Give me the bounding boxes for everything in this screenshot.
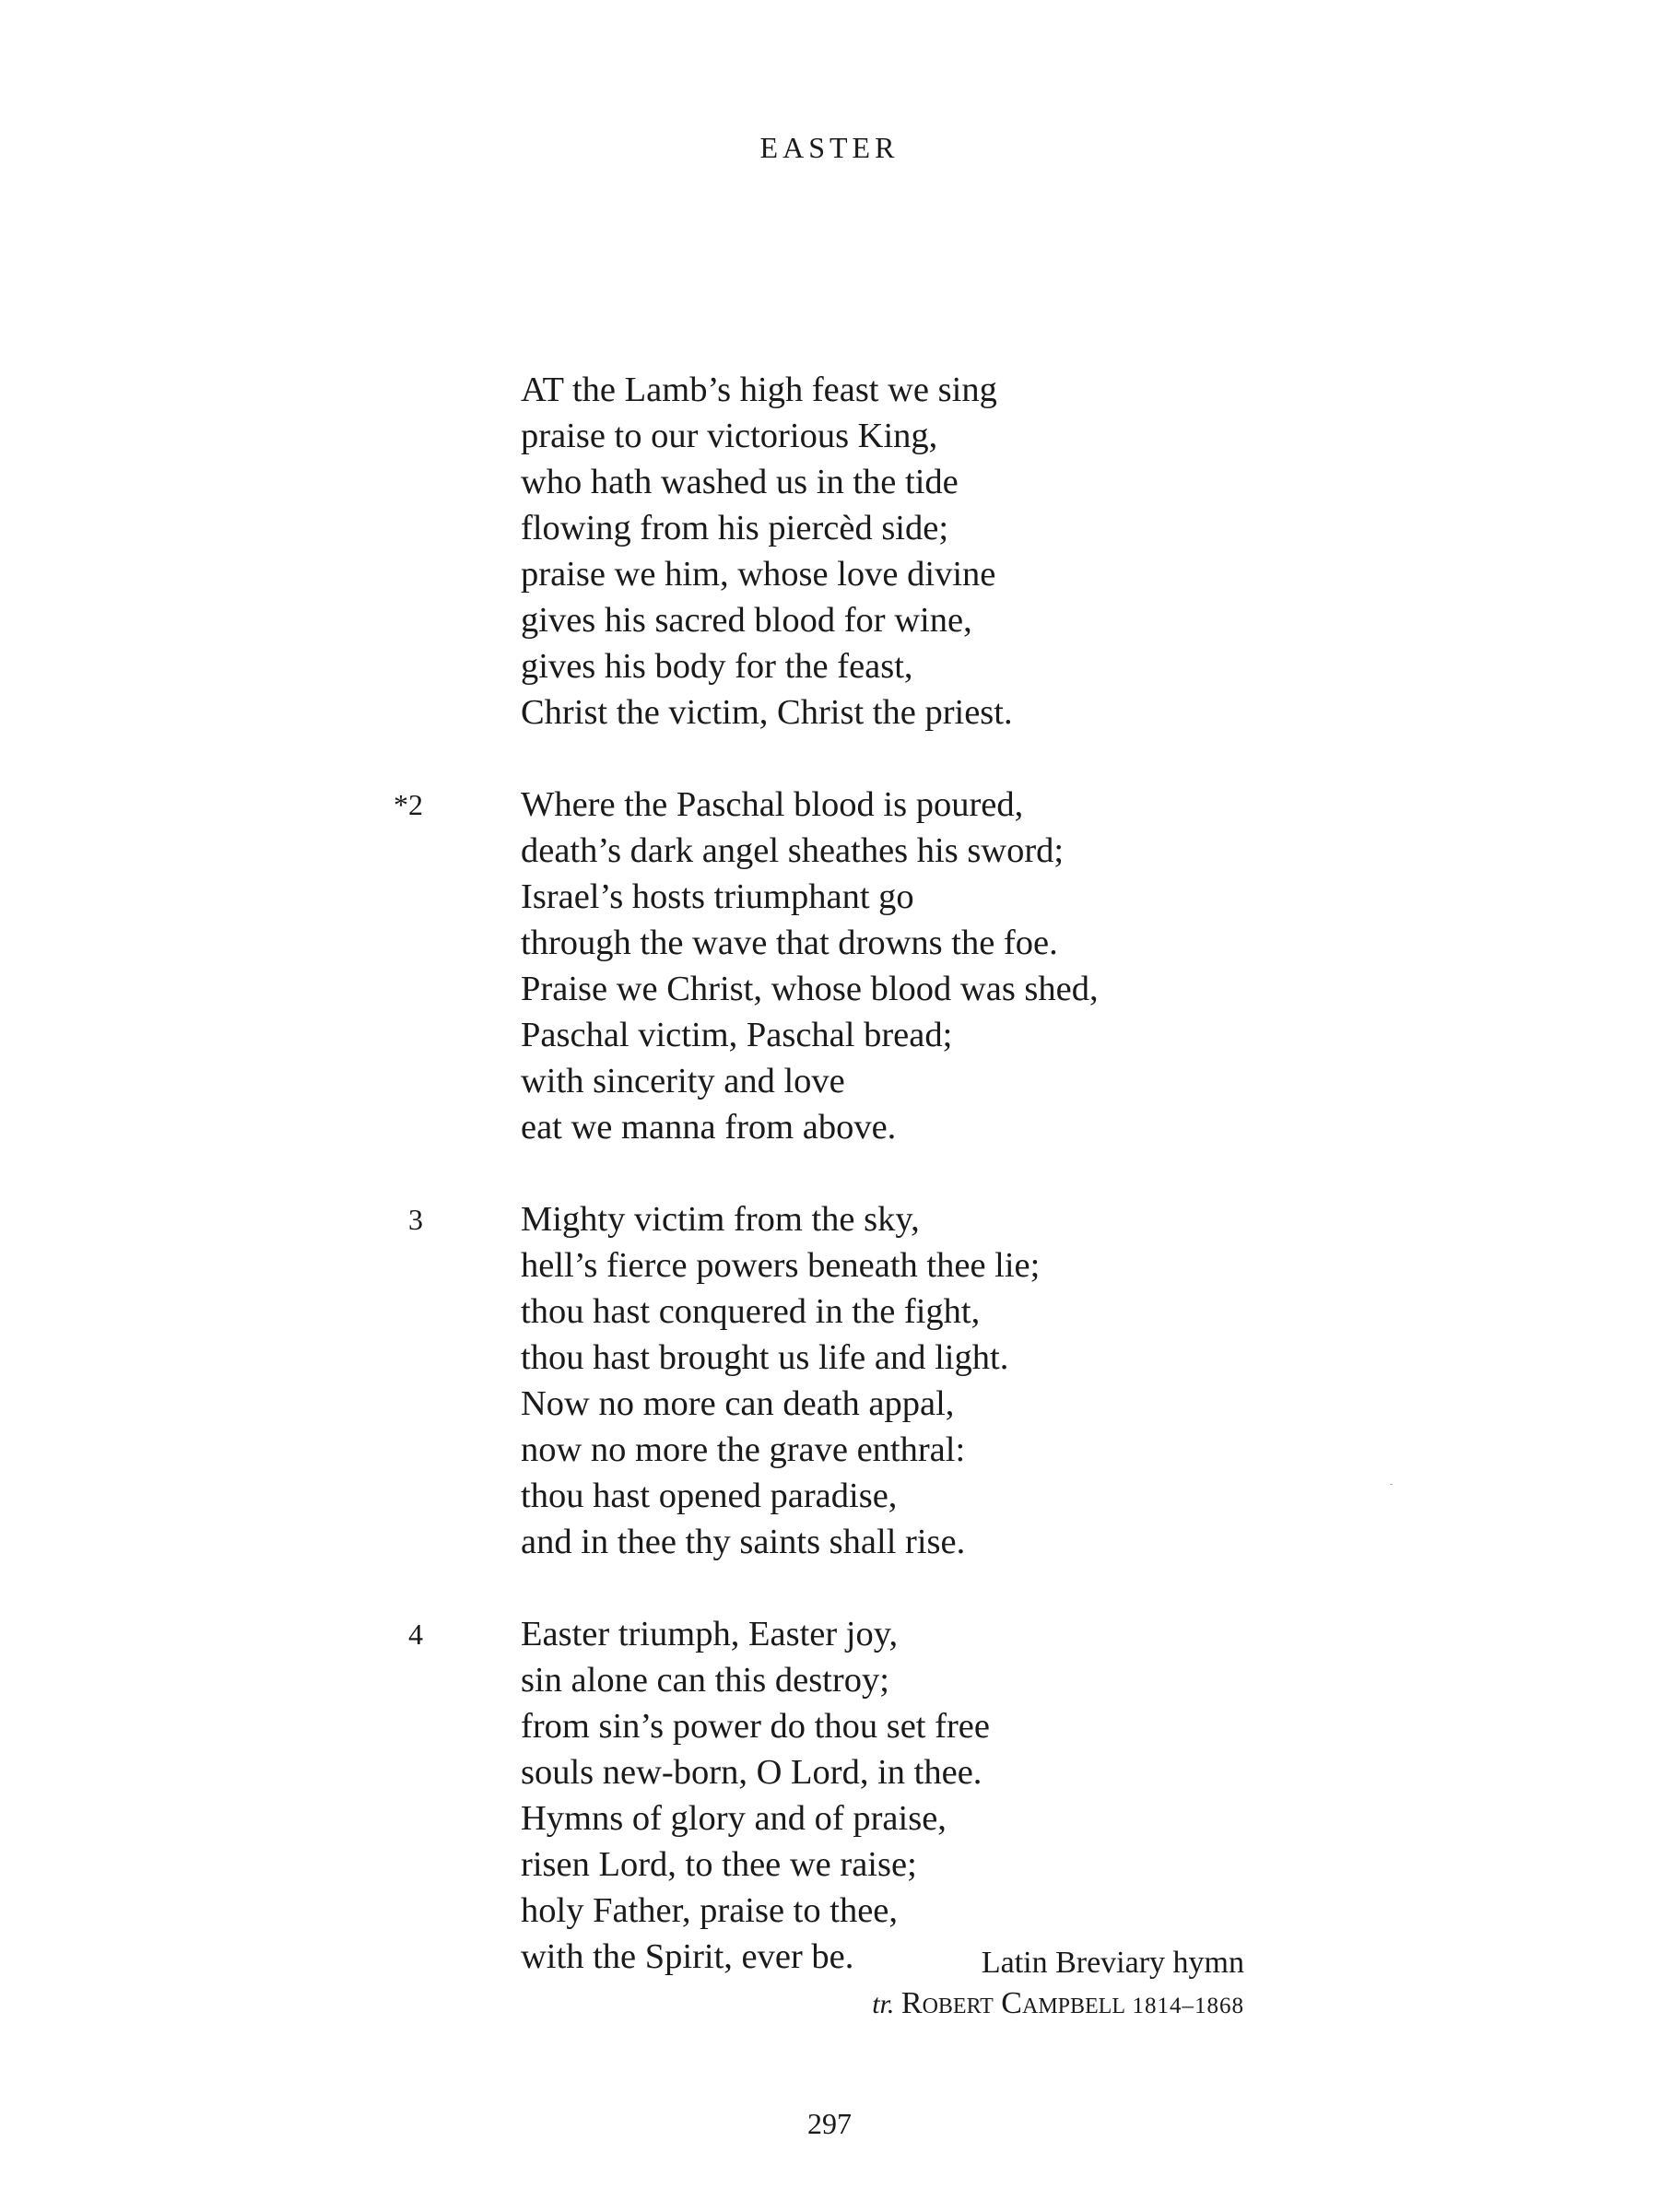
verse-line: Paschal victim, Paschal bread; (521, 1016, 953, 1054)
verse-line: praise we him, whose love divine (521, 555, 996, 594)
verse-line: from sin’s power do thou set free (521, 1707, 990, 1746)
verse-line: with sincerity and love (521, 1062, 845, 1100)
verse-line: Christ the victim, Christ the priest. (521, 693, 1013, 732)
running-head: EASTER (759, 131, 900, 164)
verse-4 (408, 1611, 1364, 1980)
scan-speck (1390, 1484, 1393, 1485)
verse-line: thou hast conquered in the fight, (521, 1292, 981, 1331)
verse-line: with the Spirit, ever be. (521, 1937, 854, 1976)
attribution-translator (872, 1983, 1244, 2027)
verse-line: Now no more can death appal, (521, 1384, 955, 1423)
verse-number: *2 (394, 788, 423, 821)
verse-line: Where the Paschal blood is poured, (521, 785, 1024, 824)
verse-1 (442, 367, 1364, 735)
verse-line: AT the Lamb’s high feast we sing (521, 371, 997, 409)
translator-dates: 1814–1868 (1132, 1994, 1244, 2018)
verse-3 (408, 1196, 1364, 1565)
verse-line: through the wave that drowns the foe. (521, 924, 1058, 962)
translator-prefix: tr. (872, 1989, 895, 2019)
verse-line: thou hast opened paradise, (521, 1477, 898, 1515)
verse-line: praise to our victorious King, (521, 417, 938, 455)
verse-line: Praise we Christ, whose blood was shed, (521, 970, 1099, 1008)
verse-number: 3 (408, 1203, 423, 1236)
verse-line: souls new-born, O Lord, in thee. (521, 1753, 982, 1792)
verse-line: flowing from his piercèd side; (521, 509, 949, 547)
verse-line: eat we manna from above. (521, 1108, 897, 1147)
verse-line: gives his body for the feast, (521, 647, 913, 686)
verse-line: hell’s fierce powers beneath thee lie; (521, 1246, 1041, 1285)
verse-line: Easter triumph, Easter joy, (521, 1615, 899, 1653)
verse-line: and in thee thy saints shall rise. (521, 1523, 966, 1561)
verse-line: holy Father, praise to thee, (521, 1891, 899, 1930)
verse-number: 4 (408, 1618, 423, 1651)
translator-name: Robert Campbell (900, 1986, 1125, 2020)
verse-2 (394, 782, 1364, 1150)
verse-line: gives his sacred blood for wine, (521, 601, 972, 640)
verse-line: Mighty victim from the sky, (521, 1200, 920, 1239)
attribution-source: Latin Breviary hymn (981, 1946, 1244, 1980)
hymn-text (394, 367, 1364, 2026)
verse-line: now no more the grave enthral: (521, 1430, 966, 1469)
verse-line: death’s dark angel sheathes his sword; (521, 831, 1065, 870)
verse-line: sin alone can this destroy; (521, 1661, 889, 1700)
verse-line: Hymns of glory and of praise, (521, 1799, 947, 1838)
verse-line: who hath washed us in the tide (521, 463, 959, 501)
attribution (872, 1943, 1244, 2027)
page-number: 297 (807, 2107, 852, 2140)
verse-line: risen Lord, to thee we raise; (521, 1845, 917, 1884)
verse-line: Israel’s hosts triumphant go (521, 877, 914, 916)
verse-line: thou hast brought us life and light. (521, 1338, 1009, 1377)
